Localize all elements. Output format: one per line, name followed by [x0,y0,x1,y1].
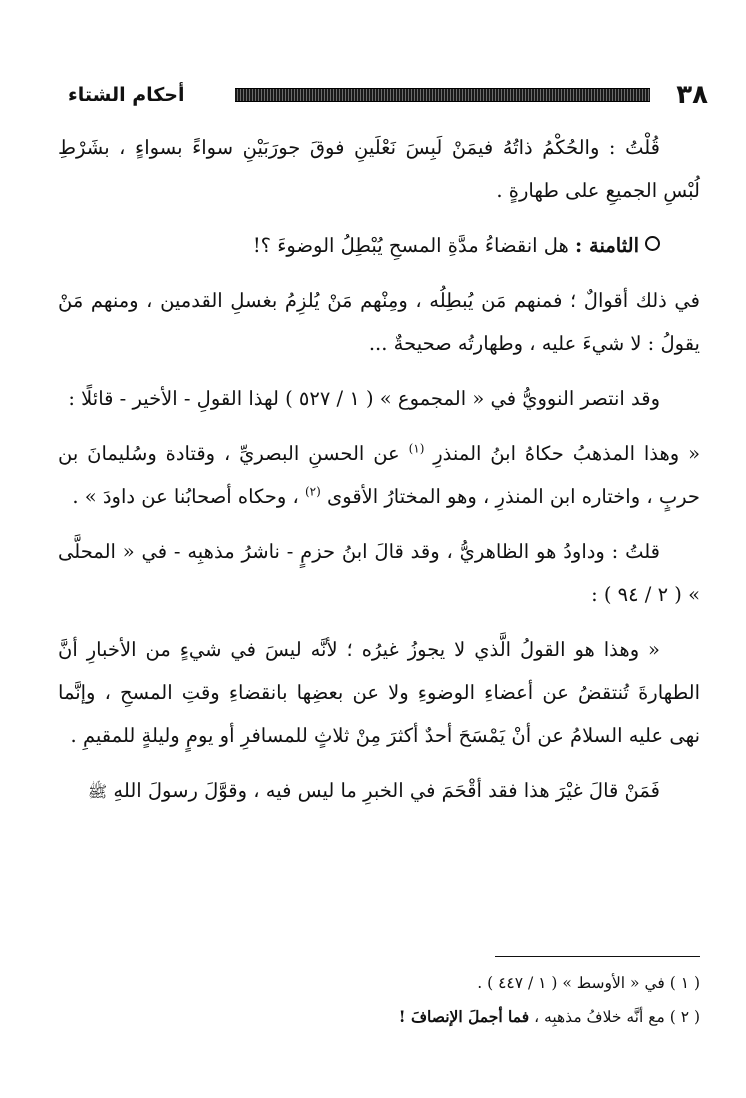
quote-nawawi-part-1: « وهذا المذهبُ حكاهُ ابنُ المنذرِ [433,442,701,465]
footnotes [100,966,700,1034]
salutation-glyph: ﷺ [87,782,108,801]
quote-ibn-hazm: « وهذا هو القولُ الَّذي لا يجوزُ غيرُه ؛ لأنَّه ليسَ في شيءٍ من الأخبارِ أنَّ الطهارةَ تُنتقضُ عن أعضاءِ الوضوءِ ولا عن بعضِها بانقضاءِ وقتِ المسحِ ، وإنَّما نهى عليه السلامُ عن أنْ يَمْسَحَ أحدٌ أكثرَ مِنْ ثلاثٍ للمسافرِ أو يومٍ وليلةٍ للمقيمِ . [58,638,700,747]
footnote-2-text: ( ٢ ) مع أنَّه خلافُ مذهبِه ، [534,1008,700,1026]
running-title: أحكام الشتاء [68,84,185,106]
paragraph-1: قُلْتُ : والحُكْمُ ذاتُهُ فيمَنْ لَبِسَ نَعْلَينِ فوقَ جورَبَيْنِ سواءً بسواءٍ ، بشَرْطِ لُبْسِ الجميعِ على طهارةٍ . [58,136,700,202]
footnote-1: ( ١ ) في « الأوسط » ( ١ / ٤٤٧ ) . [477,974,700,992]
question-text: هل انقضاءُ مدَّةِ المسحِ يُبْطِلُ الوضوءَ ؟! [252,234,569,257]
quote-nawawi-part-2: عن الحسنِ البصريِّ ، وقتادة وسُليمانَ بن حربٍ ، واختاره ابن المنذرِ ، وهو المختارُ الأقوى [58,442,700,508]
question-label: الثامنة : [575,234,639,257]
paragraph-3: في ذلك أقوالٌ ؛ فمنهم مَن يُبطِلُه ، ومِنْهم مَنْ يُلزِمُ بغسلِ القدمين ، ومنهم مَنْ يقولُ : لا شيءَ عليه ، وطهارتُه صحيحةٌ ... [58,289,700,355]
footnote-ref-1[interactable]: (١) [408,441,425,456]
body-text [58,126,700,819]
circle-bullet-icon [645,236,660,251]
question-paragraph [58,224,700,267]
footnote-rule [495,956,700,957]
footnote-ref-2[interactable]: (٢) [304,484,321,499]
header-rule [235,88,650,102]
quote-nawawi-part-3: ، وحكاه أصحابُنا عن داودَ » . [72,485,299,508]
paragraph-8-text: فَمَنْ قالَ غيْرَ هذا فقد أقْحَمَ في الخبرِ ما ليس فيه ، وقوَّلَ رسولَ اللهِ [113,779,660,802]
page-header [68,78,708,118]
page-number: ٣٨ [676,80,708,110]
paragraph-8 [58,769,700,813]
footnote-2 [100,1000,700,1034]
paragraph-6: قلتُ : وداودُ هو الظاهريُّ ، وقد قالَ ابنُ حزمٍ - ناشرُ مذهبِه - في « المحلَّى » ( ٢ / ٩٤ ) : [58,540,700,606]
quote-nawawi [58,432,700,518]
paragraph-4: وقد انتصر النوويُّ في « المجموع » ( ١ / ٥٢٧ ) لهذا القولِ - الأخير - قائلًا : [68,387,660,410]
footnote-2-emphasis: فما أجملَ الإنصافَ ! [398,1007,530,1026]
